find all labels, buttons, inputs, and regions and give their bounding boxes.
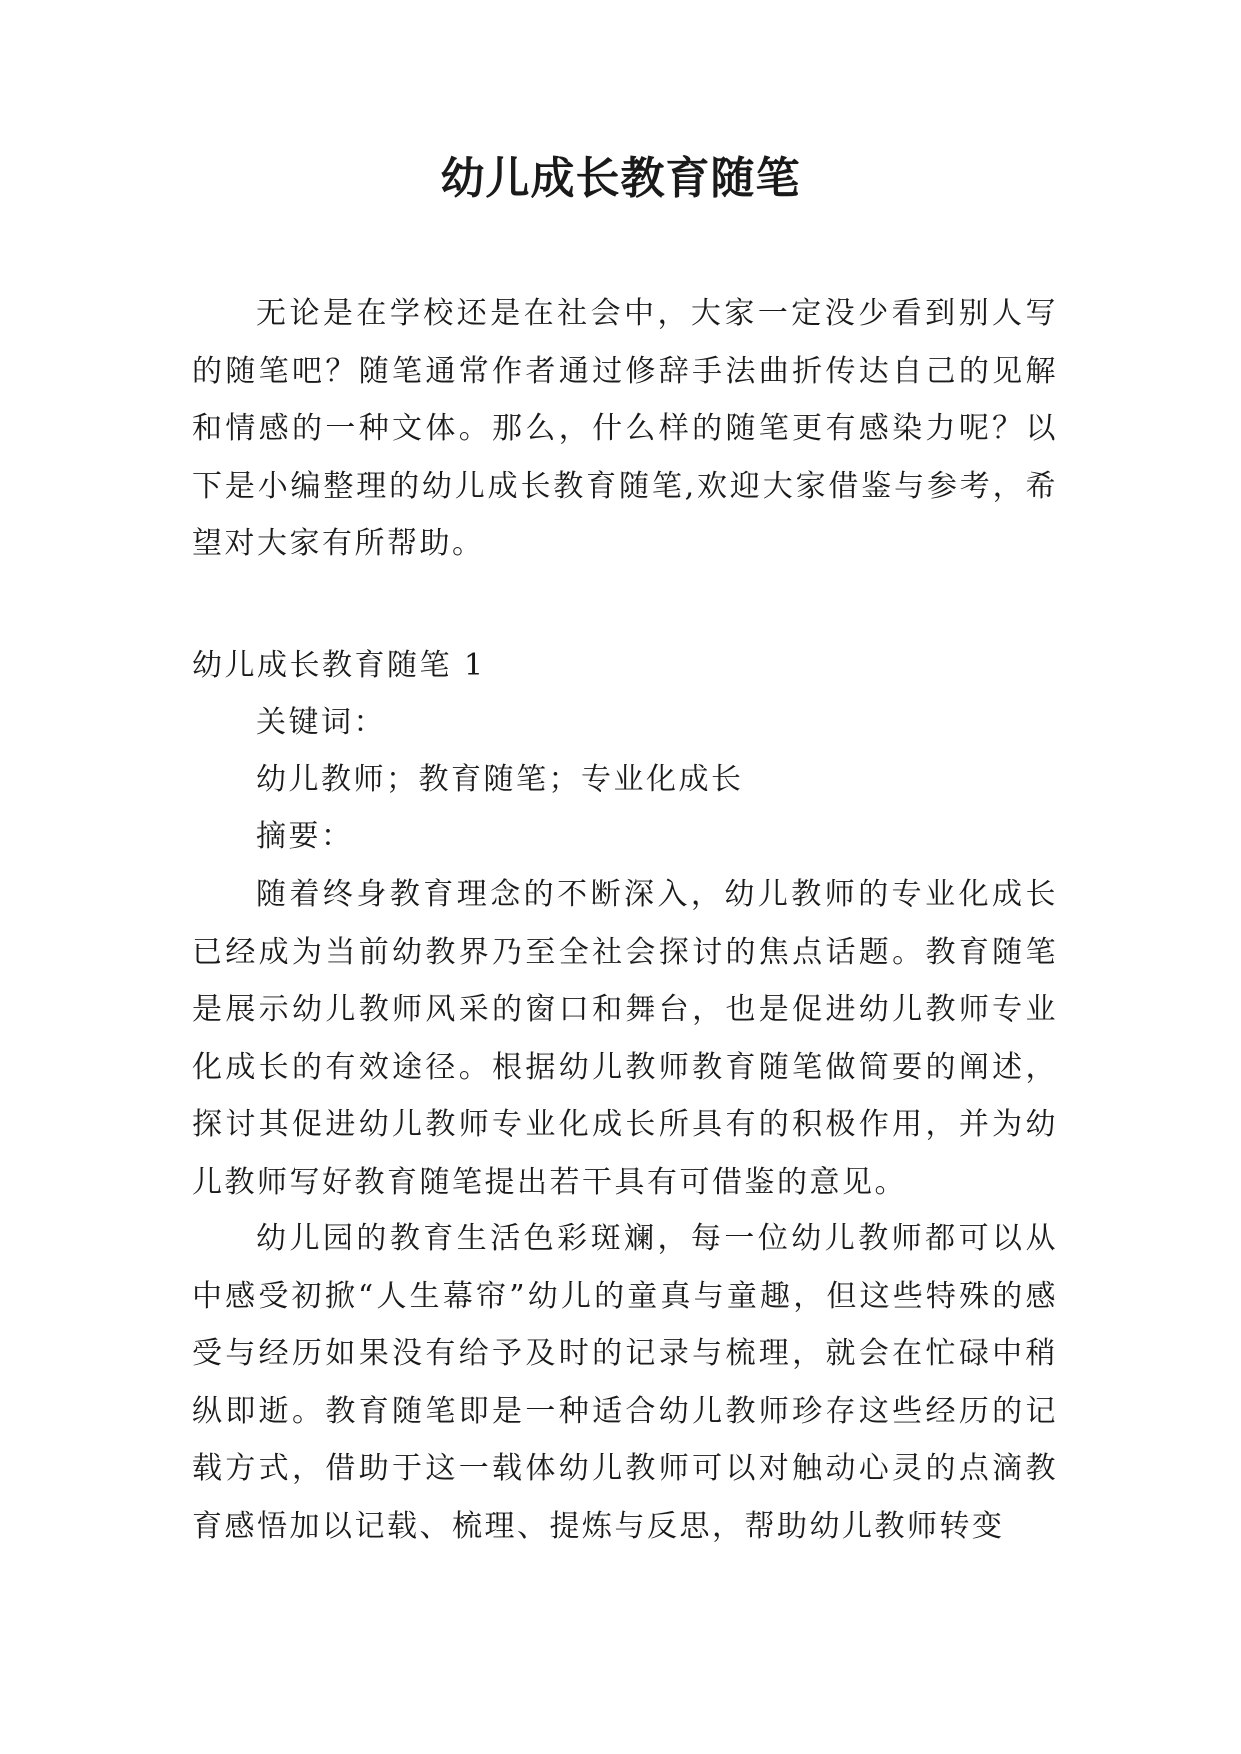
body-paragraph: 幼儿园的教育生活色彩斑斓，每一位幼儿教师都可以从中感受初掀“人生幕帘”幼儿的童真与童趣，但这些特殊的感受与经历如果没有给予及时的记录与梳理，就会在忙碌中稍纵即逝。教育随笔即是一种适合幼儿教师珍存这些经历的记载方式，借助于这一载体幼儿教师可以对触动心灵的点滴教育感悟加以记载、梳理、提炼与反思，帮助幼儿教师转变 bbox=[192, 1221, 1058, 1544]
abstract-paragraph: 随着终身教育理念的不断深入，幼儿教师的专业化成长已经成为当前幼教界乃至全社会探讨的焦点话题。教育随笔是展示幼儿教师风采的窗口和舞台，也是促进幼儿教师专业化成长的有效途径。根据幼儿教师教育随笔做简要的阐述，探讨其促进幼儿教师专业化成长所具有的积极作用，并为幼儿教师写好教育随笔提出若干具有可借鉴的意见。 bbox=[192, 877, 1058, 1200]
keywords-label: 关键词： bbox=[256, 705, 386, 740]
keywords-text: 幼儿教师；教育随笔；专业化成长 bbox=[256, 762, 744, 797]
document-title: 幼儿成长教育随笔 bbox=[440, 153, 801, 204]
section-heading: 幼儿成长教育随笔 1 bbox=[192, 648, 486, 683]
abstract-label: 摘要： bbox=[256, 819, 354, 854]
intro-paragraph: 无论是在学校还是在社会中，大家一定没少看到别人写的随笔吧？随笔通常作者通过修辞手法曲折传达自己的见解和情感的一种文体。那么，什么样的随笔更有感染力呢？以下是小编整理的幼儿成长教育随笔,欢迎大家借鉴与参考，希望对大家有所帮助。 bbox=[192, 296, 1058, 561]
